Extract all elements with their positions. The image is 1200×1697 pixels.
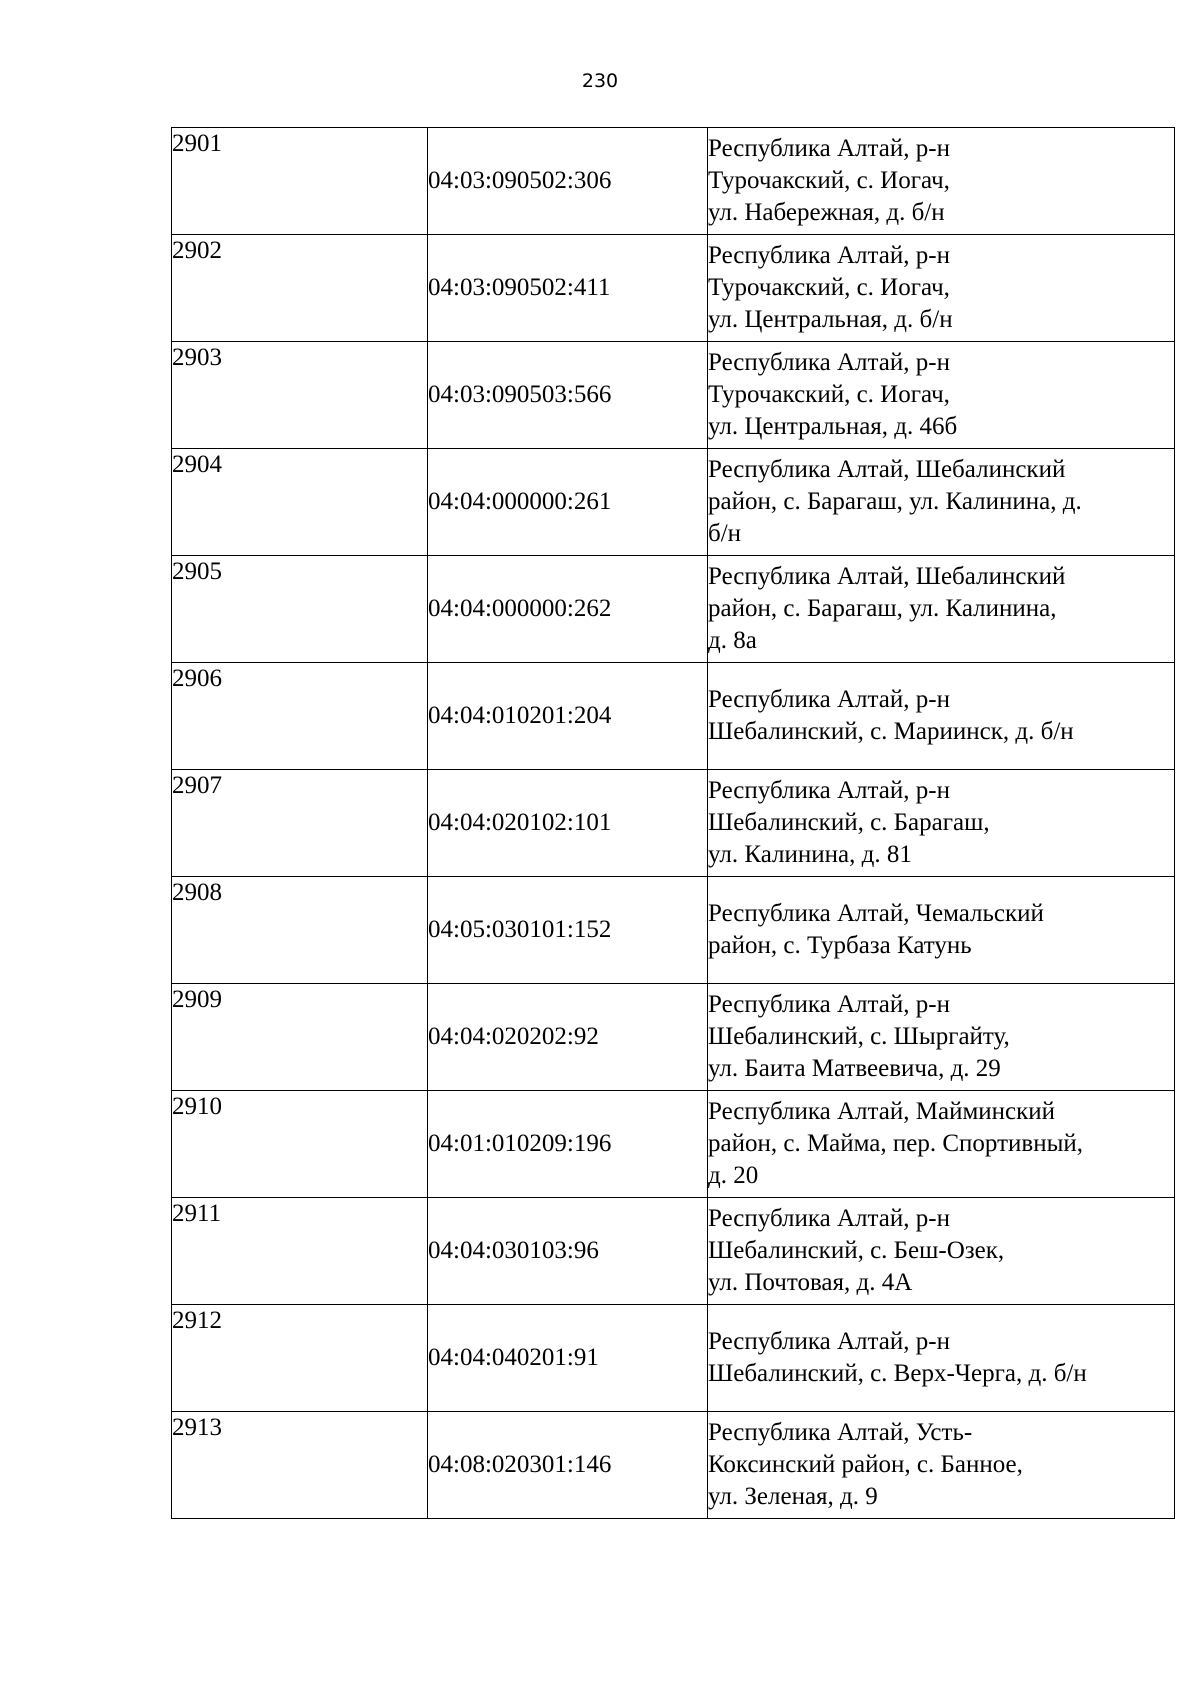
address-cell	[708, 1198, 1175, 1305]
cadastral-number: 04:03:090503:566	[428, 342, 708, 449]
address-text: Республика Алтай, р-н Шебалинский, с. Беш-Озек, ул. Почтовая, д. 4А	[708, 1205, 1005, 1296]
cadastral-number: 04:03:090502:411	[428, 235, 708, 342]
table-row	[172, 128, 1175, 235]
address-cell	[708, 663, 1175, 770]
table-row	[172, 1198, 1175, 1305]
table-row	[172, 235, 1175, 342]
address-cell	[708, 984, 1175, 1091]
row-number: 2905	[172, 556, 428, 663]
row-number: 2911	[172, 1198, 428, 1305]
table-row	[172, 1305, 1175, 1412]
address-text: Республика Алтай, р-н Турочакский, с. Иогач, ул. Набережная, д. б/н	[708, 135, 950, 226]
address-text: Республика Алтай, р-н Шебалинский, с. Барагаш, ул. Калинина, д. 81	[708, 777, 990, 868]
address-cell	[708, 877, 1175, 984]
row-number: 2913	[172, 1412, 428, 1519]
cadastral-number: 04:04:040201:91	[428, 1305, 708, 1412]
cadastral-number: 04:03:090502:306	[428, 128, 708, 235]
address-cell	[708, 1412, 1175, 1519]
table-row	[172, 984, 1175, 1091]
table-row	[172, 556, 1175, 663]
table-row	[172, 877, 1175, 984]
row-number: 2903	[172, 342, 428, 449]
cadastral-number: 04:04:010201:204	[428, 663, 708, 770]
address-cell	[708, 342, 1175, 449]
row-number: 2910	[172, 1091, 428, 1198]
address-cell	[708, 556, 1175, 663]
property-table	[171, 127, 1175, 1519]
address-text: Республика Алтай, Чемальский район, с. Турбаза Катунь	[708, 900, 1044, 959]
address-cell	[708, 770, 1175, 877]
address-cell	[708, 128, 1175, 235]
cadastral-number: 04:08:020301:146	[428, 1412, 708, 1519]
row-number: 2901	[172, 128, 428, 235]
table-row	[172, 770, 1175, 877]
row-number: 2912	[172, 1305, 428, 1412]
address-text: Республика Алтай, р-н Турочакский, с. Иогач, ул. Центральная, д. б/н	[708, 242, 953, 333]
cadastral-number: 04:04:030103:96	[428, 1198, 708, 1305]
row-number: 2908	[172, 877, 428, 984]
address-text: Республика Алтай, р-н Шебалинский, с. Верх-Черга, д. б/н	[708, 1328, 1087, 1387]
table-row	[172, 663, 1175, 770]
row-number: 2907	[172, 770, 428, 877]
cadastral-number: 04:05:030101:152	[428, 877, 708, 984]
address-cell	[708, 235, 1175, 342]
cadastral-number: 04:04:000000:261	[428, 449, 708, 556]
row-number: 2904	[172, 449, 428, 556]
cadastral-number: 04:01:010209:196	[428, 1091, 708, 1198]
table-row	[172, 1091, 1175, 1198]
cadastral-number: 04:04:020102:101	[428, 770, 708, 877]
address-text: Республика Алтай, р-н Шебалинский, с. Шыргайту, ул. Баита Матвеевича, д. 29	[708, 991, 1010, 1082]
address-text: Республика Алтай, р-н Турочакский, с. Иогач, ул. Центральная, д. 46б	[708, 349, 958, 440]
table-row	[172, 449, 1175, 556]
page-number: 230	[581, 70, 619, 92]
address-cell	[708, 1091, 1175, 1198]
address-text: Республика Алтай, р-н Шебалинский, с. Мариинск, д. б/н	[708, 686, 1074, 745]
table-row	[172, 342, 1175, 449]
address-cell	[708, 1305, 1175, 1412]
address-cell	[708, 449, 1175, 556]
row-number: 2909	[172, 984, 428, 1091]
address-text: Республика Алтай, Шебалинский район, с. Барагаш, ул. Калинина, д. б/н	[708, 456, 1082, 547]
row-number: 2906	[172, 663, 428, 770]
address-text: Республика Алтай, Шебалинский район, с. Барагаш, ул. Калинина, д. 8а	[708, 563, 1066, 654]
table-row	[172, 1412, 1175, 1519]
row-number: 2902	[172, 235, 428, 342]
address-text: Республика Алтай, Майминский район, с. Майма, пер. Спортивный, д. 20	[708, 1098, 1084, 1189]
cadastral-number: 04:04:020202:92	[428, 984, 708, 1091]
cadastral-number: 04:04:000000:262	[428, 556, 708, 663]
address-text: Республика Алтай, Усть- Коксинский район, с. Банное, ул. Зеленая, д. 9	[708, 1419, 1023, 1510]
